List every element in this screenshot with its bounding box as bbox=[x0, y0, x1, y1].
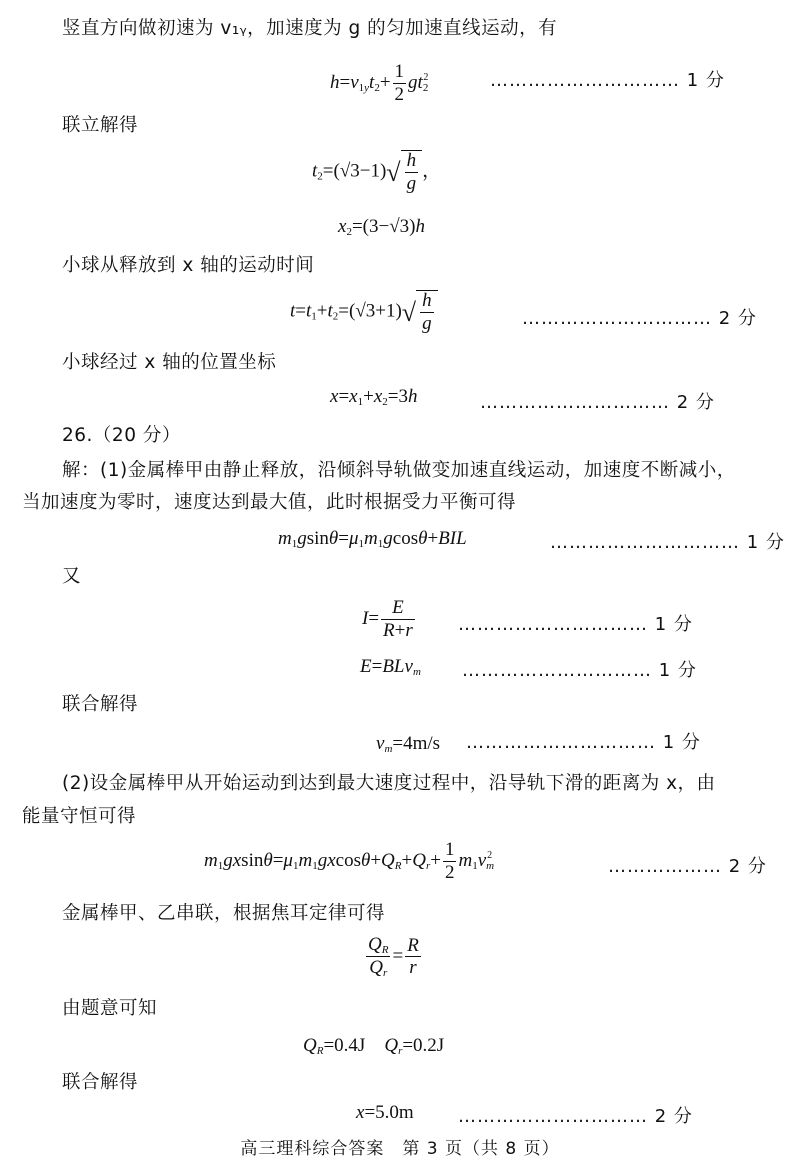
text-line-4: 小球经过 x 轴的位置坐标 bbox=[62, 352, 277, 373]
score-5: ………………………… 1 分 bbox=[458, 614, 693, 635]
formula-t2: $t_2=(√3-1)√$ $\frac{h}{g}$ ， bbox=[312, 150, 442, 194]
formula-x-result: x=5.0m bbox=[356, 1102, 414, 1123]
formula-h: $h=v_{1y}t_2+$ $\frac{1}{2}$ $gt_2^2$ bbox=[330, 61, 429, 105]
formula-current: I= $\frac{E}{R+r}$ bbox=[362, 597, 413, 641]
formula-ratio: $\frac{Q_R}{Q_r}$ = $\frac{R}{r}$ bbox=[368, 934, 419, 980]
formula-energy: $m_1gxsin\theta=\mu_1m_1gxcos\theta+Q_R+Q_r+$ $\frac{1}{2}$ $m_1v_m^2$ bbox=[204, 839, 495, 883]
formula-balance: $m_1gsin\theta=\mu_1m_1gcos\theta+BIL$ bbox=[278, 528, 467, 550]
formula-x2: $x_2=(3-√3)h$ bbox=[338, 216, 425, 238]
text-line-3: 小球从释放到 x 轴的运动时间 bbox=[62, 255, 315, 276]
question-number: 26.（20 分） bbox=[62, 425, 181, 446]
text-line-2: 联立解得 bbox=[62, 115, 139, 136]
formula-vm: $v_m=4m/s$ bbox=[376, 733, 441, 755]
text-line-13: 由题意可知 bbox=[62, 998, 158, 1019]
text-line-7: 当加速度为零时，速度达到最大值，此时根据受力平衡可得 bbox=[22, 492, 517, 513]
formula-x: $x=x_1+x_2=3h$ bbox=[330, 386, 418, 408]
score-3: ………………………… 2 分 bbox=[480, 392, 715, 413]
text-line-9: 联合解得 bbox=[62, 694, 139, 715]
formula-t: $t=t_1+t_2=(√3+1)√$ $\frac{h}{g}$ bbox=[290, 290, 438, 335]
score-4: ………………………… 1 分 bbox=[550, 532, 785, 553]
score-9: ………………………… 2 分 bbox=[458, 1106, 693, 1127]
score-2: ………………………… 2 分 bbox=[522, 308, 757, 329]
score-7: ………………………… 1 分 bbox=[466, 732, 701, 753]
text-line-1: 竖直方向做初速为 v₁ᵧ，加速度为 g 的匀加速直线运动，有 bbox=[62, 18, 558, 39]
text-line-8: 又 bbox=[62, 566, 82, 587]
text-line-6: 解：(1)金属棒甲由静止释放，沿倾斜导轨做变加速直线运动，加速度不断减小， bbox=[62, 460, 736, 481]
score-1: ………………………… 1 分 bbox=[490, 70, 725, 91]
formula-q-values: $Q_R=0.4J$ $Q_r=0.2J$ bbox=[303, 1035, 445, 1057]
page-footer: 高三理科综合答案 第 3 页（共 8 页） bbox=[240, 1139, 560, 1159]
text-line-10: (2)设金属棒甲从开始运动到达到最大速度过程中，沿导轨下滑的距离为 x，由 bbox=[62, 773, 716, 794]
text-line-14: 联合解得 bbox=[62, 1072, 139, 1093]
text-line-12: 金属棒甲、乙串联，根据焦耳定律可得 bbox=[62, 903, 386, 924]
text-line-11: 能量守恒可得 bbox=[22, 806, 137, 827]
score-8: ……………… 2 分 bbox=[608, 856, 767, 877]
formula-emf: E=BLv$_m$ bbox=[360, 656, 421, 678]
score-6: ………………………… 1 分 bbox=[462, 660, 697, 681]
